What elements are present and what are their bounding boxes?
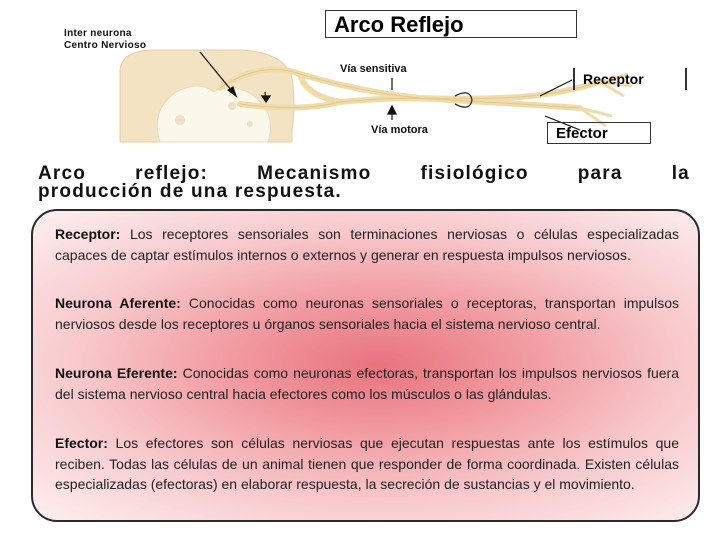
paragraph-receptor (55, 224, 679, 265)
definitions-panel (31, 209, 700, 522)
reflex-arc-diagram (0, 0, 720, 160)
subtitle-word: Mecanismo (257, 163, 372, 184)
definition-neurona-eferente: Conocidas como neuronas efectoras, transportan los impulsos nerviosos fuera del sistema nervioso central hacia efectores como los músculos o las glándulas. (55, 365, 679, 402)
subtitle-word: reflejo: (135, 163, 209, 184)
diagram-title: Arco Reflejo (325, 10, 577, 38)
section-subtitle (38, 165, 690, 201)
subtitle-word: fisiológico (420, 163, 529, 184)
subtitle-word: Arco (38, 163, 87, 184)
via-sensitiva-label: Vía sensitiva (340, 63, 407, 75)
paragraph-efector (55, 433, 679, 495)
term-receptor: Receptor: (55, 226, 121, 242)
definition-receptor: Los receptores sensoriales son terminaciones nerviosas o células especializadas capaces de captar estímulos internos o externos y generar en respuesta impulsos nerviosos. (55, 226, 679, 263)
interneurona-label: Inter neurona (64, 28, 132, 39)
subtitle-word: la (671, 163, 690, 184)
term-neurona-aferente: Neurona Aferente: (55, 295, 181, 311)
via-motora-label: Vía motora (371, 124, 428, 136)
paragraph-neurona-aferente (55, 293, 679, 334)
term-neurona-eferente: Neurona Eferente: (55, 365, 178, 381)
centro-nervioso-label: Centro Nervioso (64, 40, 147, 51)
subtitle-word: para (577, 163, 623, 184)
efector-label: Efector (547, 122, 651, 144)
subtitle-line-2: producción de una respuesta. (38, 181, 342, 202)
receptor-label: Receptor (573, 68, 687, 90)
paragraph-neurona-eferente (55, 363, 679, 404)
term-efector: Efector: (55, 435, 108, 451)
definition-efector: Los efectores son células nerviosas que ejecutan respuestas ante los estímulos que reciben. Todas las células de un animal tienen que responder de forma coordinada. Existen células especializadas (efectoras) en elaborar respuesta, la secreción de sustancias y el movimiento. (55, 435, 679, 492)
definition-neurona-aferente: Conocidas como neuronas sensoriales o receptoras, transportan impulsos nerviosos desde los receptores u órganos sensoriales hacia el sistema nervioso central. (55, 295, 679, 332)
